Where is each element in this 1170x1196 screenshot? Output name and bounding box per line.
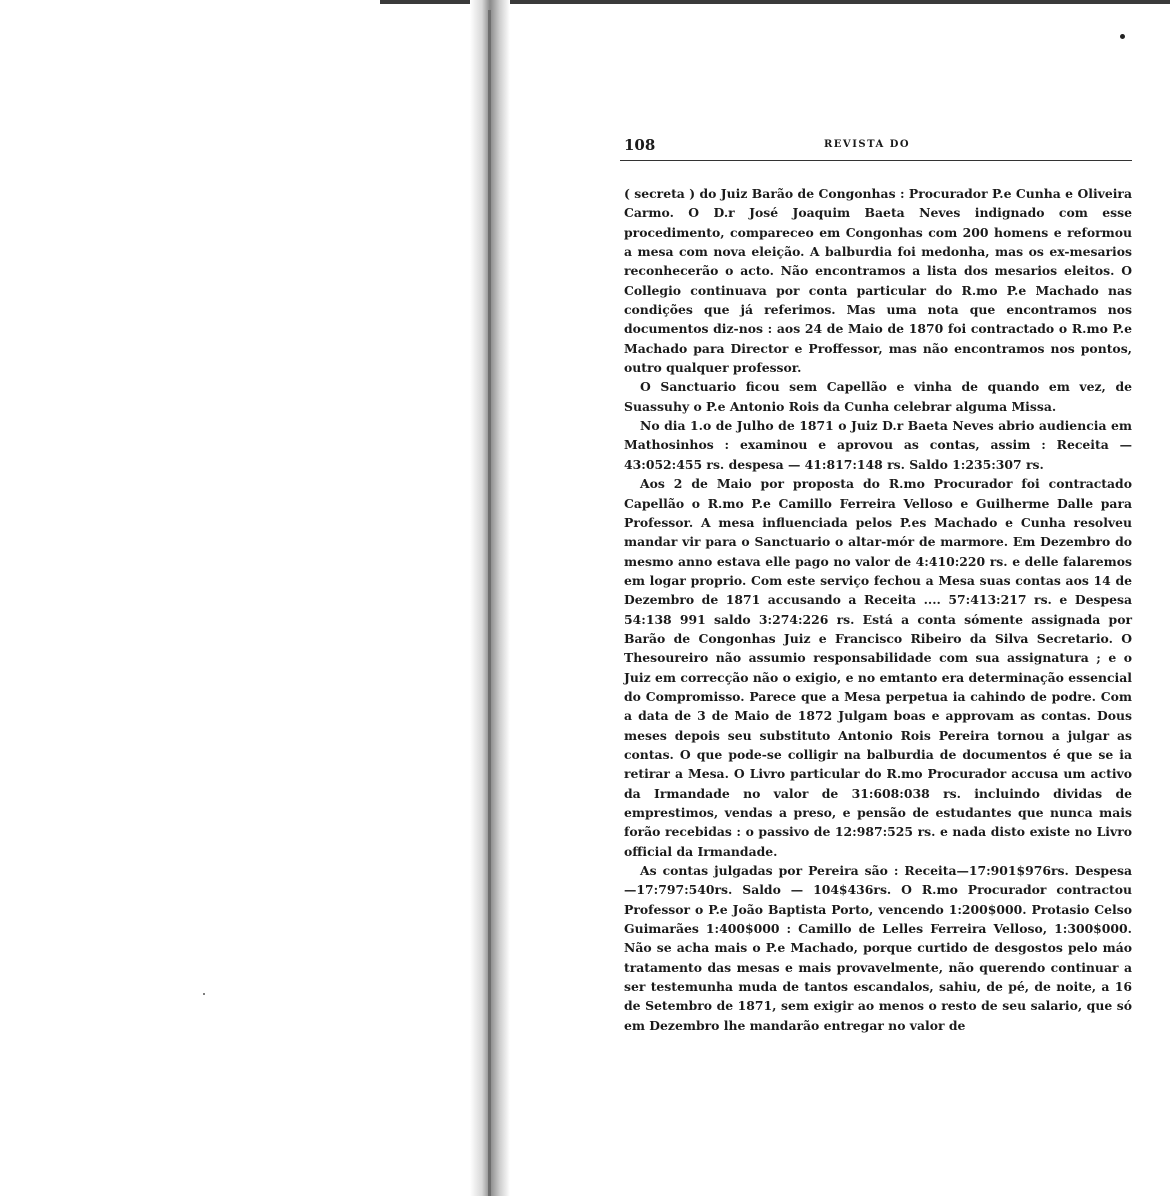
page-header <box>624 136 1132 160</box>
paragraph: No dia 1.o de Julho de 1871 o Juiz D.r Baeta Neves abrio audiencia em Mathosinhos : examinou e aprovou as contas, assim : Receita — 43:052:455 rs. despesa — 41:817:148 rs. Saldo 1:235:307 rs. <box>624 418 1132 472</box>
running-head: REVISTA DO <box>824 139 911 150</box>
gutter-fold-line <box>488 10 491 1196</box>
paragraph: O Sanctuario ficou sem Capellão e vinha de quando em vez, de Suassuhy o P.e Antonio Rois da Cunha celebrar alguma Missa. <box>624 379 1132 414</box>
paragraph: Aos 2 de Maio por proposta do R.mo Procurador foi contractado Capellão o R.mo P.e Camillo Ferreira Velloso e Guilherme Dalle para Professor. A mesa influenciada pelos P.es Machado e Cunha resolveu mandar vir para o Sanctuario o altar-mór de marmore. Em Dezembro do mesmo anno estava elle pago no valor de 4:410:220 rs. e delle falaremos em logar proprio. Com este serviço fechou a Mesa suas contas aos 14 de Dezembro de 1871 accusando a Receita .... 57:413:217 rs. e Despesa 54:138 991 saldo 3:274:226 rs. Está a conta sómente assignada por Barão de Congonhas Juiz e Francisco Ribeiro da Silva Secretario. O Thesoureiro não assumio responsabilidade com sua assignatura ; e o Juiz em correcção não o exigio, e no emtanto era determinação essencial do Compromisso. Parece que a Mesa perpetua ia cahindo de podre. Com a data de 3 de Maio de 1872 Julgam boas e approvam as contas. Dous meses depois seu substituto Antonio Rois Pereira tornou a julgar as contas. O que pode-se colligir na balburdia de documentos é que se ia retirar a Mesa. O Livro particular do R.mo Procurador accusa um activo da Irmandade no valor de 31:608:038 rs. incluindo dividas de emprestimos, vendas a preso, e pensão de estudantes que nunca mais forão recebidas : o passivo de 12:987:525 rs. e nada disto existe no Livro official da Irmandade. <box>624 476 1132 859</box>
ink-speck <box>203 993 205 995</box>
paragraph: As contas julgadas por Pereira são : Receita—17:901$976rs. Despesa —17:797:540rs. Saldo — 104$436rs. O R.mo Procurador contractou Professor o P.e João Baptista Porto, vencendo 1:200$000. Protasio Celso Guimarães 1:400$000 : Camillo de Lelles Ferreira Velloso, 1:300$000. Não se acha mais o P.e Machado, porque curtido de desgostos pelo máo tratamento das mesas e mais provavelmente, não querendo continuar a ser testemunha muda de tantos escandalos, sahiu, de pé, de noite, a 16 de Setembro de 1871, sem exigir ao menos o resto de seu salario, que só em Dezembro lhe mandarão entregar no valor de <box>624 863 1132 1033</box>
body-text <box>624 184 1132 1035</box>
page-number: 108 <box>624 136 656 154</box>
ink-speck <box>1120 34 1125 39</box>
header-rule <box>620 160 1132 161</box>
left-blank-page <box>0 0 486 1196</box>
paragraph: ( secreta ) do Juiz Barão de Congonhas : Procurador P.e Cunha e Oliveira Carmo. O D.r José Joaquim Baeta Neves indignado com esse procedimento, compareceo em Congonhas com 200 homens e reformou a mesa com nova eleição. A balburdia foi medonha, mas os ex-mesarios reconhecerão o acto. Não encontramos a lista dos mesarios eleitos. O Collegio continuava por conta particular do R.mo P.e Machado nas condições que já referimos. Mas uma nota que encontramos nos documentos diz-nos : aos 24 de Maio de 1870 foi contractado o R.mo P.e Machado para Director e Proffessor, mas não encontramos nos pontos, outro qualquer professor. <box>624 186 1132 376</box>
